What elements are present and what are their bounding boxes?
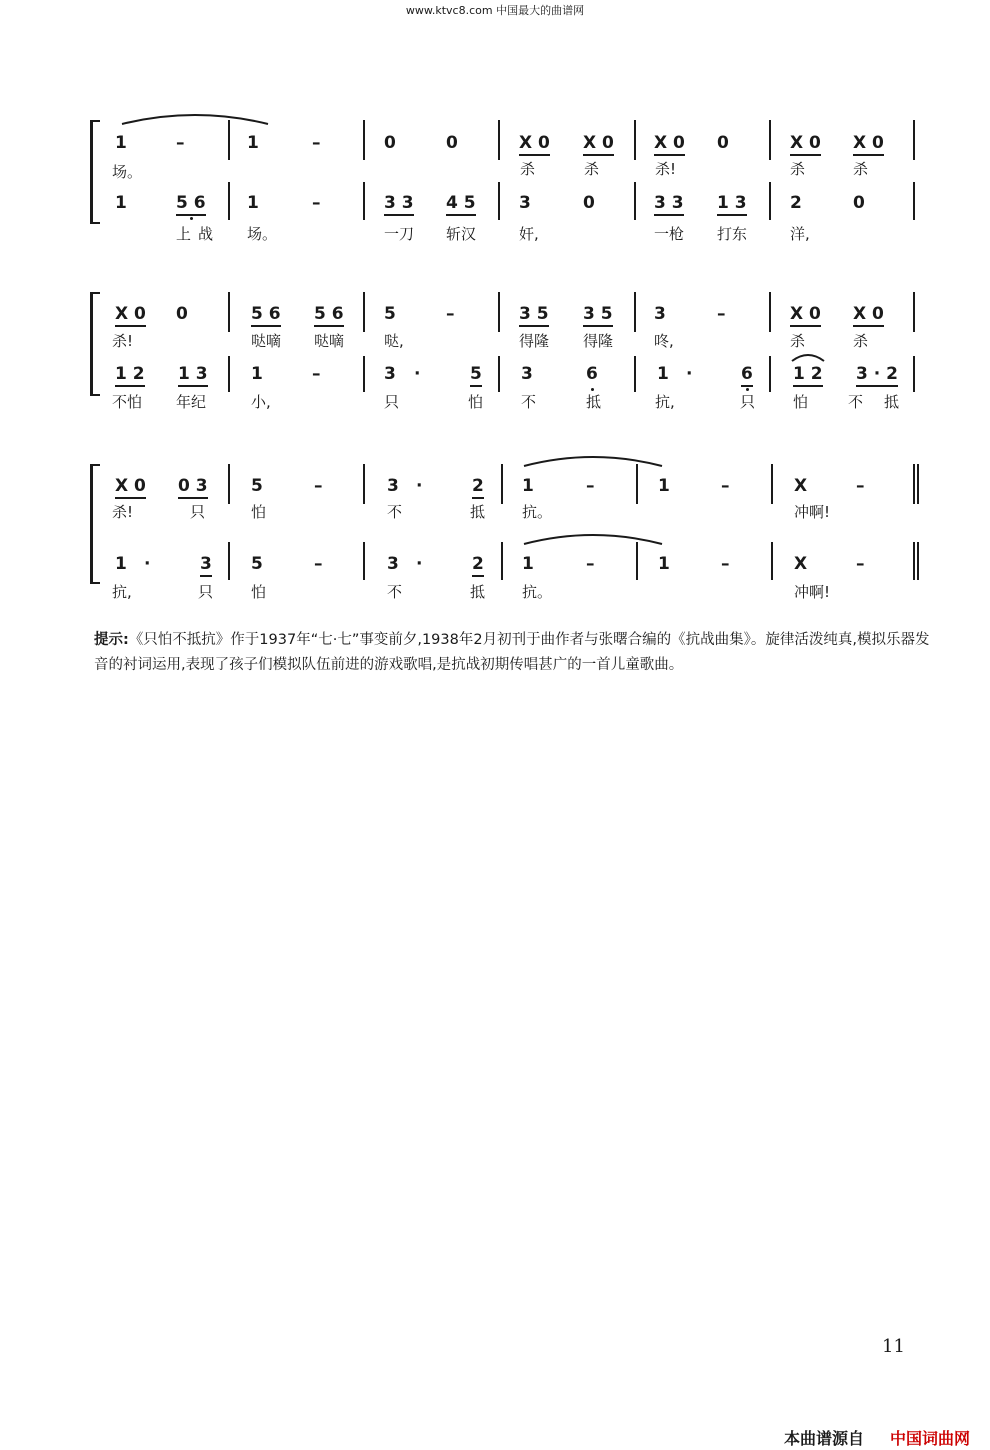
barline xyxy=(363,292,365,332)
note: 1 xyxy=(522,476,534,496)
note: 1 2 xyxy=(793,364,823,387)
note: 1 xyxy=(115,133,127,153)
note: 0 xyxy=(176,304,188,324)
note: 3 xyxy=(521,364,533,384)
barline xyxy=(498,292,500,332)
note: 0 xyxy=(446,133,458,153)
barline xyxy=(498,120,500,160)
lyric: 得隆 xyxy=(519,332,550,350)
barline xyxy=(771,464,773,504)
lyric: 抵 xyxy=(470,583,486,601)
lyric: 哒, xyxy=(384,332,404,350)
note: X 0 xyxy=(519,133,550,156)
note: – xyxy=(176,133,185,153)
lyric: 冲啊! xyxy=(794,503,831,521)
lyric: 只 xyxy=(198,583,214,601)
lyric: 杀 xyxy=(584,160,600,178)
tie-slur xyxy=(120,110,270,126)
barline xyxy=(917,542,919,580)
note: X 0 xyxy=(115,476,146,499)
barline xyxy=(636,542,638,580)
barline xyxy=(363,356,365,392)
system-bracket xyxy=(90,464,100,584)
note: 3 xyxy=(384,364,396,384)
note: 1 xyxy=(658,476,670,496)
note: 1 xyxy=(247,193,259,213)
note: 1 3 xyxy=(717,193,747,216)
lyric: 咚, xyxy=(654,332,674,350)
barline xyxy=(634,292,636,332)
lyric: 抗。 xyxy=(522,583,553,601)
lyric: 杀 xyxy=(853,332,869,350)
lyric: 不怕 xyxy=(112,393,143,411)
lyric: 抗, xyxy=(112,583,132,601)
barline xyxy=(769,182,771,220)
barline xyxy=(228,464,230,504)
system-bracket xyxy=(90,120,100,224)
note: X 0 xyxy=(654,133,685,156)
note: 1 xyxy=(115,554,127,574)
note: – xyxy=(586,554,595,574)
barline xyxy=(228,542,230,580)
barline xyxy=(228,292,230,332)
note: – xyxy=(721,554,730,574)
barline xyxy=(917,464,919,504)
system-bracket xyxy=(90,292,100,396)
barline xyxy=(228,120,230,160)
note: X 0 xyxy=(115,304,146,327)
note: 0 xyxy=(384,133,396,153)
note-label: 提示: xyxy=(94,632,129,648)
lyric: 杀 xyxy=(853,160,869,178)
note: 5 xyxy=(251,554,263,574)
note: – xyxy=(717,304,726,324)
note: 1 xyxy=(115,193,127,213)
note: X xyxy=(794,554,808,574)
note: – xyxy=(586,476,595,496)
lyric: 洋, xyxy=(790,225,810,243)
note: 3 xyxy=(387,554,399,574)
lyric: 场。 xyxy=(247,225,278,243)
barline xyxy=(228,182,230,220)
lyric: 不 xyxy=(848,393,864,411)
lyric: 杀 xyxy=(790,160,806,178)
note: – xyxy=(856,476,865,496)
note: · xyxy=(144,554,151,574)
lyric: 不 xyxy=(521,393,537,411)
lyric: 抗。 xyxy=(522,503,553,521)
note: · xyxy=(414,364,421,384)
note xyxy=(586,364,598,384)
note: · xyxy=(416,554,423,574)
barline xyxy=(913,182,915,220)
note: – xyxy=(721,476,730,496)
note: X 0 xyxy=(790,133,821,156)
note: 3 · 2 xyxy=(856,364,898,387)
barline xyxy=(363,182,365,220)
note: 3 xyxy=(654,304,666,324)
note: 1 3 xyxy=(178,364,208,387)
barline xyxy=(363,464,365,504)
note: 3 5 xyxy=(519,304,549,327)
lyric: 一刀 xyxy=(384,225,415,243)
barline xyxy=(769,292,771,332)
note: 4 5 xyxy=(446,193,476,216)
barline xyxy=(769,356,771,392)
lyric: 冲啊! xyxy=(794,583,831,601)
lyric: 杀 xyxy=(520,160,536,178)
barline xyxy=(913,356,915,392)
barline xyxy=(228,356,230,392)
barline xyxy=(771,542,773,580)
note: 0 xyxy=(583,193,595,213)
note: · xyxy=(686,364,693,384)
note: 5 xyxy=(251,476,263,496)
barline xyxy=(501,542,503,580)
lyric: 奸, xyxy=(519,225,539,243)
note: – xyxy=(446,304,455,324)
barline xyxy=(363,120,365,160)
note: 5 6 xyxy=(251,304,281,327)
lyric: 怕 xyxy=(468,393,484,411)
lyric: 怕 xyxy=(251,503,267,521)
note: X 0 xyxy=(790,304,821,327)
barline xyxy=(913,120,915,160)
note: – xyxy=(312,133,321,153)
note: – xyxy=(312,193,321,213)
lyric: 不 xyxy=(387,583,403,601)
note-text: 《只怕不抵抗》作于1937年“七·七”事变前夕,1938年2月初刊于曲作者与张曙合编的《抗战曲集》。旋律活泼纯真,模拟乐器发音的衬词运用,表现了孩子们模拟队伍前进的游戏歌唱,是抗战初期传唱甚广的一首儿童歌曲。 xyxy=(94,632,930,673)
note: 1 xyxy=(522,554,534,574)
barline xyxy=(498,182,500,220)
lyric: 只 xyxy=(190,503,206,521)
note: 3 xyxy=(519,193,531,213)
note: 1 xyxy=(251,364,263,384)
tie-slur xyxy=(522,530,664,546)
note: 2 xyxy=(472,476,484,499)
note: – xyxy=(314,476,323,496)
lyric: 一枪 xyxy=(654,225,685,243)
note: 5 xyxy=(470,364,482,387)
note: 3 3 xyxy=(654,193,684,216)
lyric: 杀 xyxy=(790,332,806,350)
lyric: 抗, xyxy=(655,393,675,411)
lyric: 怕 xyxy=(793,393,809,411)
barline xyxy=(634,120,636,160)
barline xyxy=(363,542,365,580)
note: – xyxy=(312,364,321,384)
note: X 0 xyxy=(583,133,614,156)
note: 0 xyxy=(717,133,729,153)
lyric: 年纪 xyxy=(176,393,207,411)
lyric: 战 xyxy=(198,225,214,243)
note: 1 xyxy=(658,554,670,574)
note: 0 3 xyxy=(178,476,208,499)
commentary-note xyxy=(94,628,930,677)
barline xyxy=(769,120,771,160)
lyric: 只 xyxy=(740,393,756,411)
note: 3 xyxy=(387,476,399,496)
site-header-url[interactable]: www.ktvc8.com 中国最大的曲谱网 xyxy=(405,4,585,17)
footer-site-link[interactable]: 中国词曲网 xyxy=(890,1429,971,1448)
note: 1 xyxy=(657,364,669,384)
lyric: 打东 xyxy=(717,225,748,243)
lyric: 杀! xyxy=(655,160,677,178)
note xyxy=(741,364,753,387)
note: 5 6 xyxy=(176,193,206,213)
lyric: 斩汉 xyxy=(446,225,477,243)
barline xyxy=(913,292,915,332)
note: X 0 xyxy=(853,133,884,156)
note: 5 xyxy=(384,304,396,324)
lyric: 只 xyxy=(384,393,400,411)
lyric: 哒嘀 xyxy=(251,332,282,350)
lyric: 抵 xyxy=(884,393,900,411)
note: X 0 xyxy=(853,304,884,327)
barline xyxy=(634,182,636,220)
note: 1 2 xyxy=(115,364,145,387)
barline xyxy=(501,464,503,504)
note: – xyxy=(856,554,865,574)
note: 1 xyxy=(247,133,259,153)
page-number: 11 xyxy=(882,1336,905,1357)
lyric: 杀! xyxy=(112,332,134,350)
footer-source-label: 本曲谱源自 xyxy=(784,1429,865,1448)
tie-slur xyxy=(790,352,826,362)
lyric: 哒嘀 xyxy=(314,332,345,350)
note: – xyxy=(314,554,323,574)
note: 5 6 xyxy=(314,304,344,327)
note: 0 xyxy=(853,193,865,213)
note: X xyxy=(794,476,808,496)
note: 3 xyxy=(200,554,212,577)
tie-slur xyxy=(522,452,664,468)
lyric: 场。 xyxy=(112,163,143,181)
barline xyxy=(913,542,915,580)
note: 2 xyxy=(790,193,802,213)
note: · xyxy=(416,476,423,496)
note xyxy=(176,193,206,216)
note: 6 xyxy=(741,364,753,384)
lyric: 不 xyxy=(387,503,403,521)
lyric: 得隆 xyxy=(583,332,614,350)
note: 6 xyxy=(586,364,598,384)
note: 2 xyxy=(472,554,484,577)
lyric: 抵 xyxy=(586,393,602,411)
note: 3 5 xyxy=(583,304,613,327)
lyric: 小, xyxy=(251,393,271,411)
lyric: 上 xyxy=(176,225,192,243)
lyric: 怕 xyxy=(251,583,267,601)
lyric: 杀! xyxy=(112,503,134,521)
barline xyxy=(913,464,915,504)
lyric: 抵 xyxy=(470,503,486,521)
barline xyxy=(498,356,500,392)
note: 3 3 xyxy=(384,193,414,216)
barline xyxy=(636,464,638,504)
barline xyxy=(634,356,636,392)
